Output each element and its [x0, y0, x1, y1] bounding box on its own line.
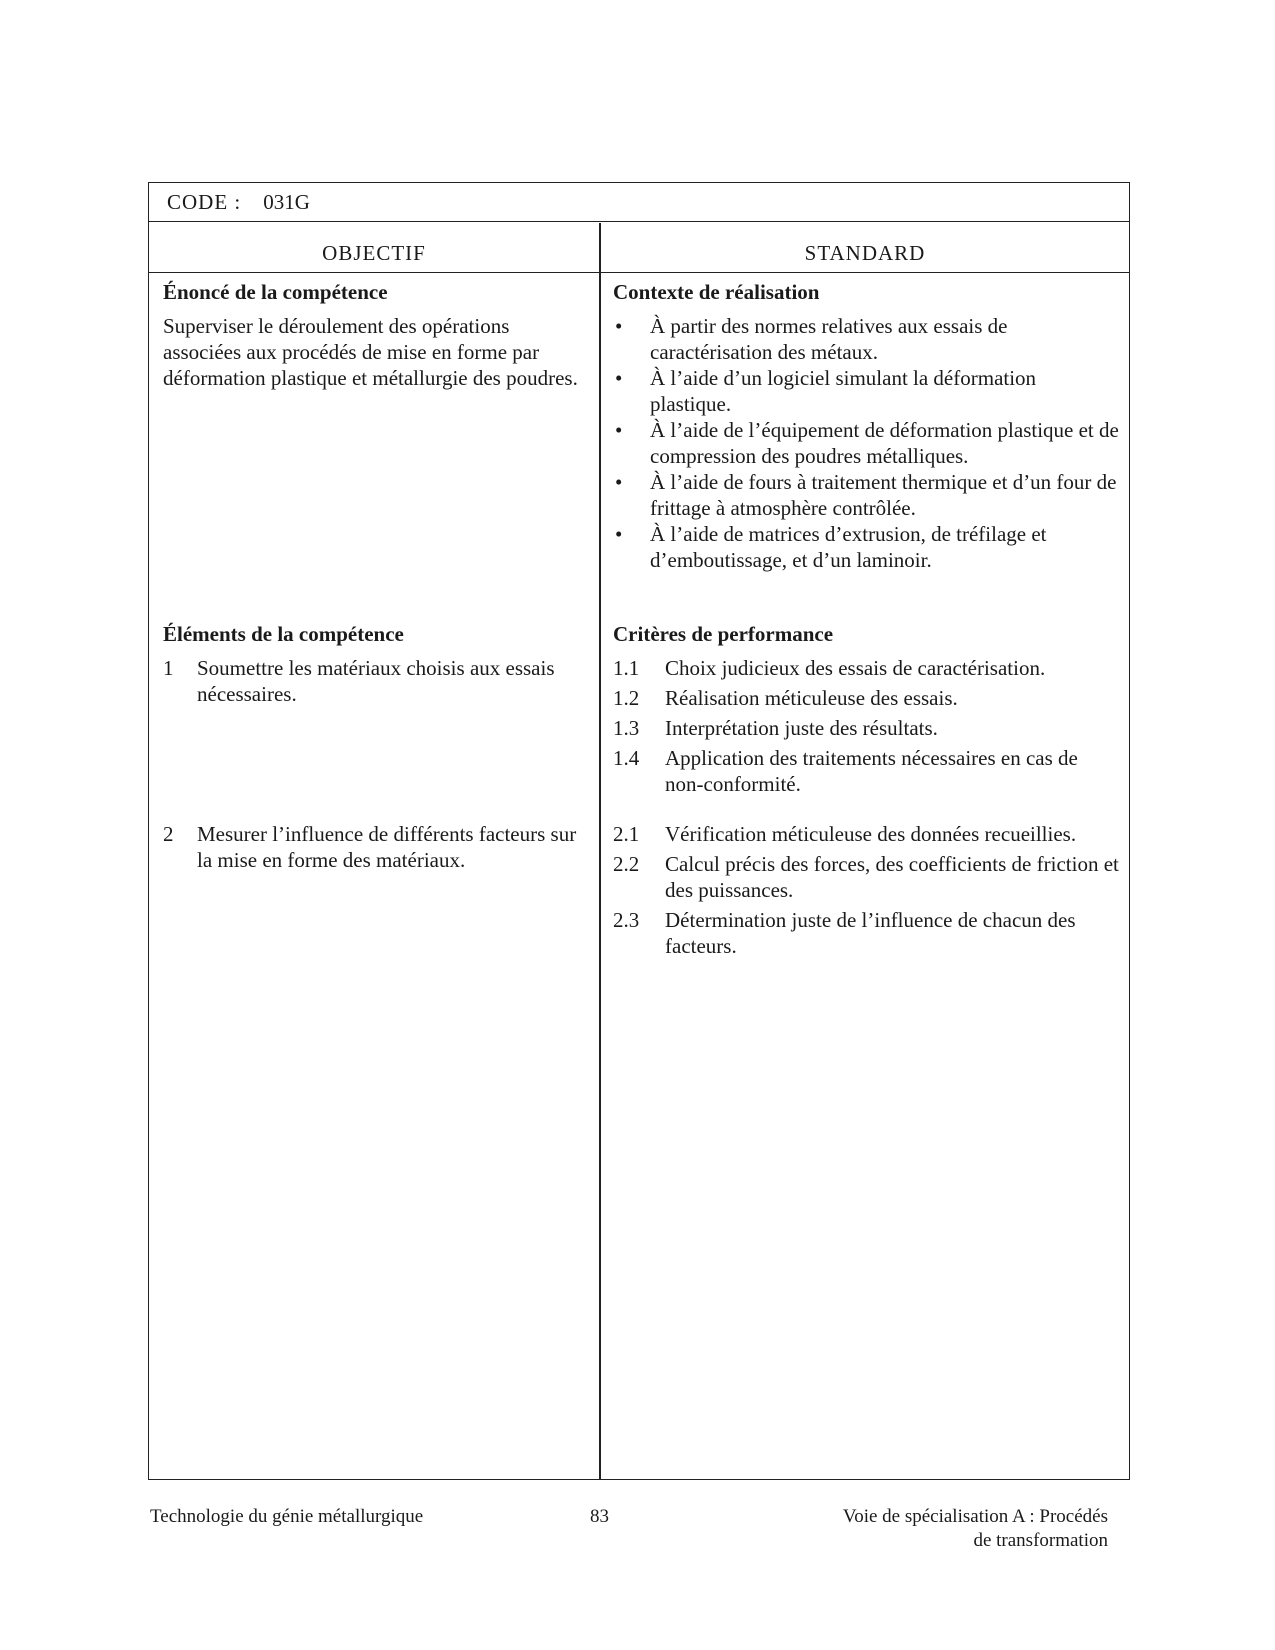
criteres-title: Critères de performance — [613, 622, 834, 646]
footer-specialisation-line2: de transformation — [973, 1530, 1108, 1551]
contexte-section — [613, 279, 1119, 573]
critere-number: 2.3 — [613, 908, 640, 932]
criteres-group-1 — [613, 651, 1119, 797]
critere-item — [613, 907, 1119, 959]
critere-text: Application des traitements nécessaires en cas de non-conformité. — [665, 746, 1078, 796]
elements-title: Éléments de la compétence — [163, 622, 404, 646]
critere-item — [613, 851, 1119, 903]
critere-item — [613, 685, 1119, 711]
enonce-text: Superviser le déroulement des opérations associées aux procédés de mise en forme par déformation plastique et métallurgie des poudres. — [163, 314, 578, 390]
enonce-section — [163, 279, 588, 391]
critere-text: Détermination juste de l’influence de chacun des facteurs. — [665, 908, 1076, 958]
page-number: 83 — [590, 1506, 609, 1527]
element-number: 2 — [163, 822, 174, 846]
critere-number: 1.3 — [613, 716, 640, 740]
element-text: Soumettre les matériaux choisis aux essais nécessaires. — [197, 656, 555, 706]
element-number: 1 — [163, 656, 174, 680]
elements-section — [163, 621, 588, 647]
contexte-list — [613, 313, 1119, 573]
code-row — [149, 183, 1129, 222]
critere-item — [613, 821, 1119, 847]
contexte-item: • À l’aide de fours à traitement thermique et d’un four de frittage à atmosphère contrôlée. — [613, 469, 1119, 521]
contexte-item: • À l’aide de matrices d’extrusion, de tréfilage et d’emboutissage, et d’un laminoir. — [613, 521, 1119, 573]
critere-item — [613, 715, 1119, 741]
critere-number: 2.1 — [613, 822, 640, 846]
element-1 — [163, 655, 588, 707]
critere-number: 1.1 — [613, 656, 640, 680]
column-divider — [599, 223, 601, 1479]
contexte-item: • À l’aide de l’équipement de déformation plastique et de compression des poudres métalliques. — [613, 417, 1119, 469]
critere-text: Vérification méticuleuse des données recueillies. — [665, 822, 1077, 846]
footer-program-title: Technologie du génie métallurgique — [150, 1506, 424, 1527]
critere-text: Choix judicieux des essais de caractérisation. — [665, 656, 1046, 680]
contexte-item: • À partir des normes relatives aux essais de caractérisation des métaux. — [613, 313, 1119, 365]
enonce-title: Énoncé de la compétence — [163, 280, 388, 304]
column-header-row — [149, 222, 1129, 273]
contexte-item: • À l’aide d’un logiciel simulant la déformation plastique. — [613, 365, 1119, 417]
code-label: CODE : — [167, 190, 242, 214]
critere-number: 1.2 — [613, 686, 640, 710]
standard-header: STANDARD — [804, 241, 926, 265]
element-text: Mesurer l’influence de différents facteurs sur la mise en forme des matériaux. — [197, 822, 577, 872]
criteres-group-2 — [613, 817, 1119, 959]
element-2 — [163, 821, 588, 873]
critere-text: Réalisation méticuleuse des essais. — [665, 686, 958, 710]
competency-table — [148, 182, 1130, 1480]
footer-specialisation-line1: Voie de spécialisation A : Procédés — [842, 1506, 1108, 1527]
critere-number: 2.2 — [613, 852, 640, 876]
critere-text: Calcul précis des forces, des coefficients de friction et des puissances. — [665, 852, 1119, 902]
critere-item — [613, 745, 1119, 797]
footer-specialisation — [770, 1505, 1108, 1553]
objectif-header: OBJECTIF — [322, 241, 426, 265]
code-value: 031G — [263, 190, 310, 214]
criteres-section — [613, 621, 1119, 647]
critere-item — [613, 655, 1119, 681]
critere-text: Interprétation juste des résultats. — [665, 716, 938, 740]
critere-number: 1.4 — [613, 746, 640, 770]
contexte-title: Contexte de réalisation — [613, 280, 820, 304]
